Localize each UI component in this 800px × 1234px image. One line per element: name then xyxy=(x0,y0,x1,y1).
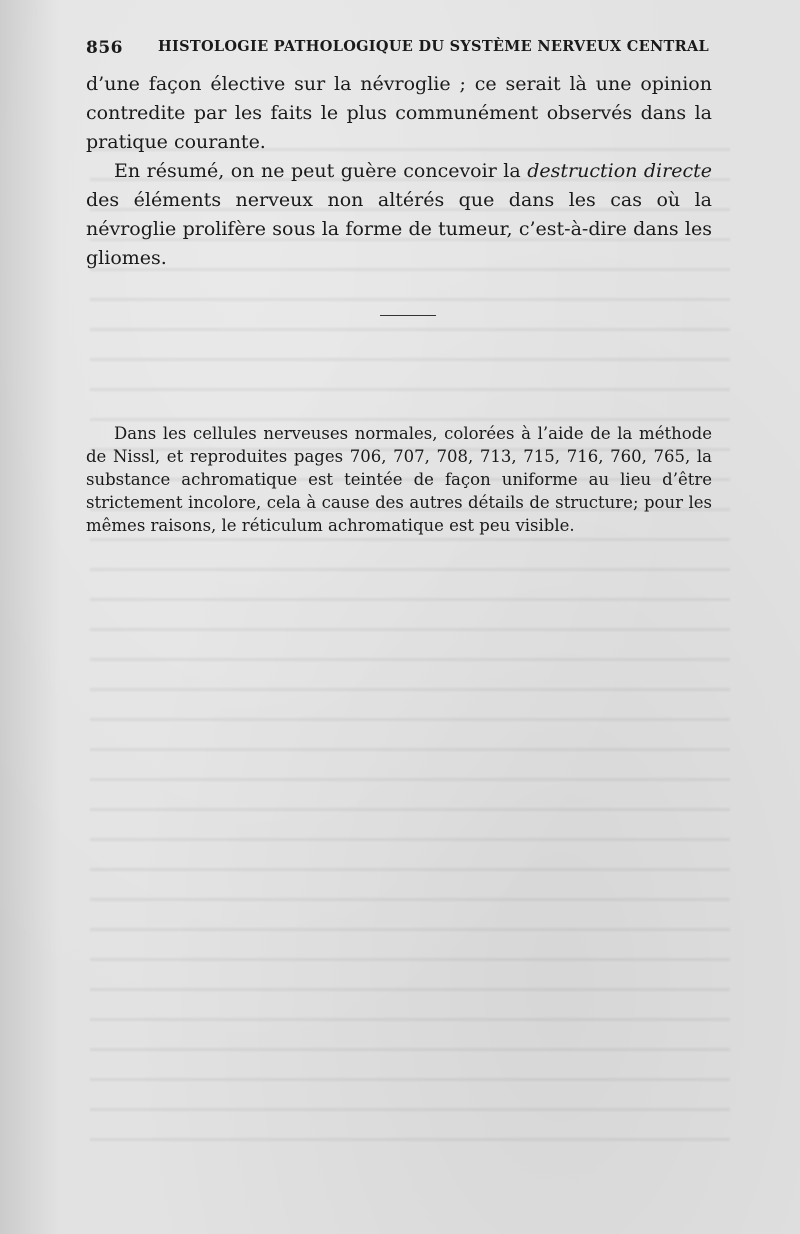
gutter-shadow xyxy=(0,0,60,1234)
main-text xyxy=(86,70,712,273)
paragraph-2 xyxy=(86,157,712,273)
page-number: 856 xyxy=(86,38,123,58)
paragraph-2-emphasis: destruction directe xyxy=(527,160,712,182)
page-header xyxy=(86,38,712,62)
footnote xyxy=(86,422,712,537)
paragraph-2-tail: des éléments nerveux non altérés que dans les cas où la névroglie prolifère sous la forme de tumeur, c’est-à-dire dans les gliomes. xyxy=(86,189,712,269)
footnote-text: Dans les cellules nerveuses normales, colorées à l’aide de la méthode de Nissl, et reproduites pages 706, 707, 708, 713, 715, 716, 760, 765, la substance achromatique est teintée de façon uniforme au lieu d’être strictement incolore, cela à cause des autres détails de structure; pour les mêmes raisons, le réticulum achromatique est peu visible. xyxy=(86,424,712,535)
verso-show-through xyxy=(90,130,730,1150)
footnote-separator xyxy=(380,315,436,316)
paragraph-1: d’une façon élective sur la névroglie ; ce serait là une opinion contredite par les faits le plus communément observés dans la pratique courante. xyxy=(86,73,712,153)
paragraph-2-lead: En résumé, on ne peut guère concevoir la xyxy=(114,160,528,182)
running-title: HISTOLOGIE PATHOLOGIQUE DU SYSTÈME NERVEUX CENTRAL xyxy=(158,38,710,55)
